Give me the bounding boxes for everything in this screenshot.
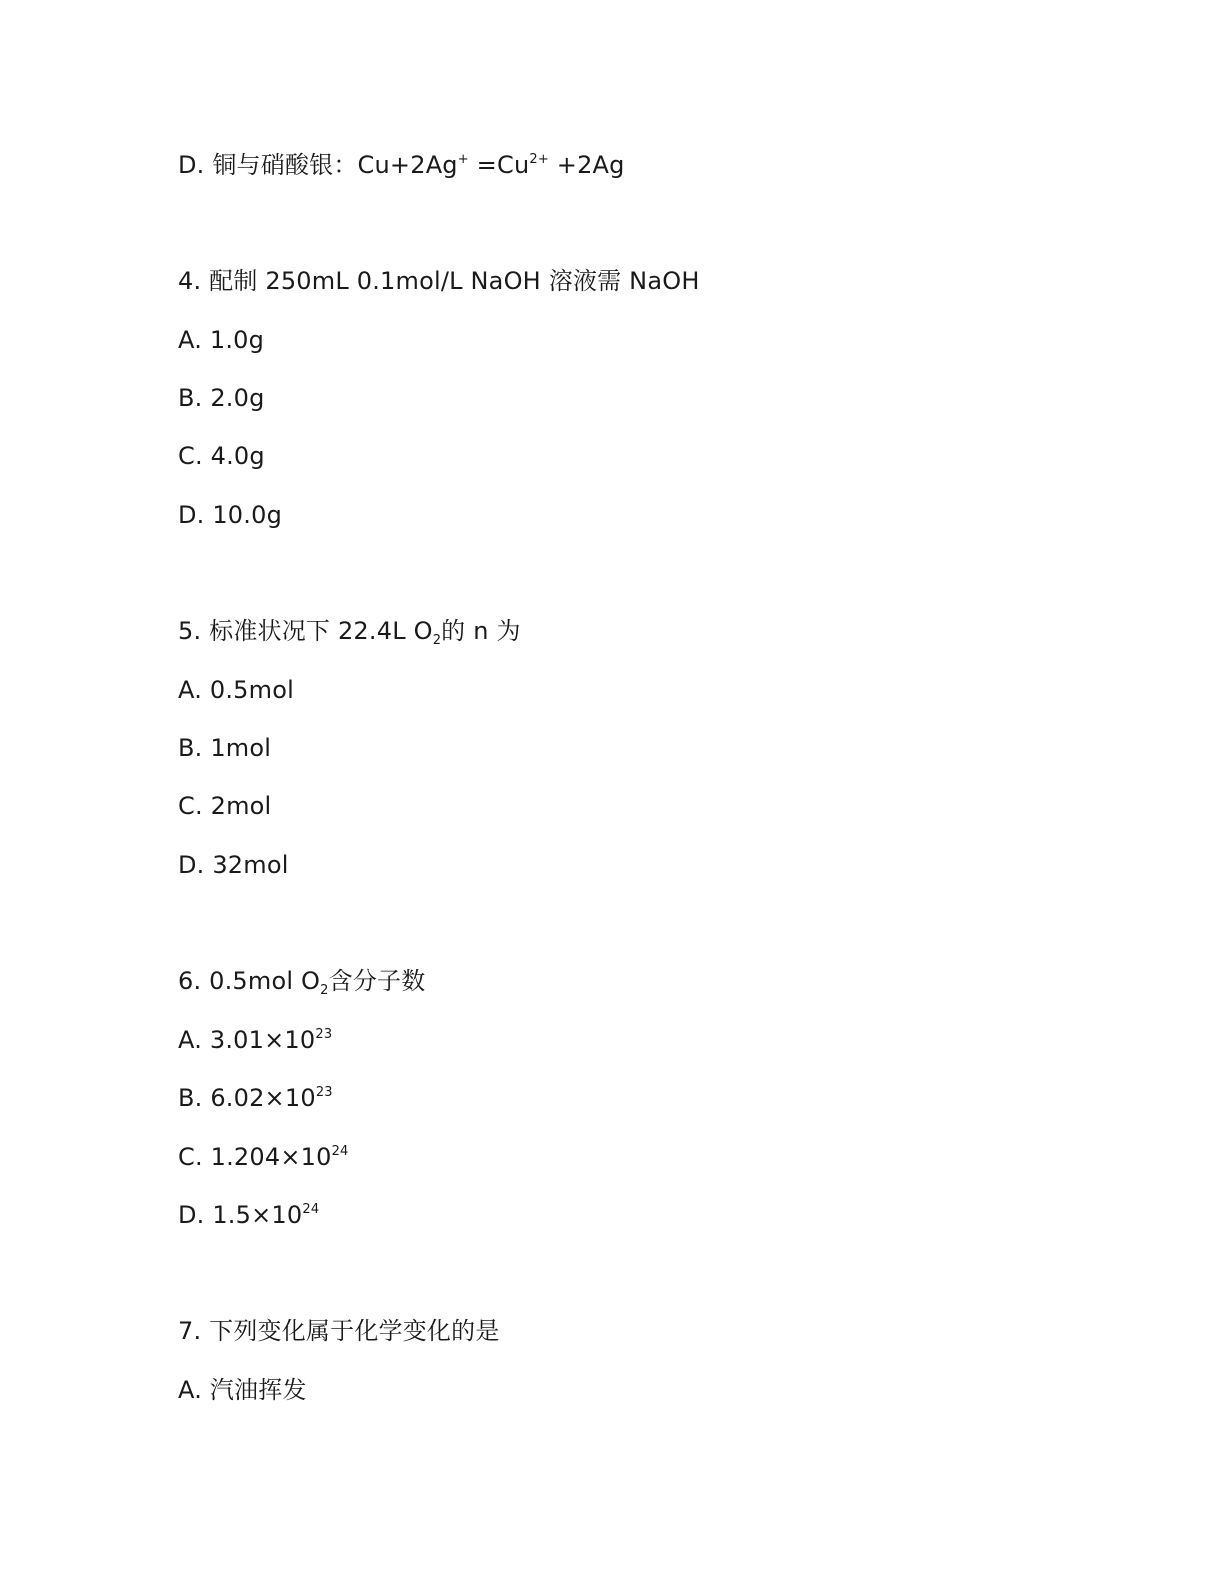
q3-equation-sup-a: + <box>457 152 469 167</box>
q5-option-a: A. 0.5mol <box>178 676 294 704</box>
q3-option-d-label: D. 铜与硝酸银： <box>178 151 358 179</box>
q5-stem-part-a: 5. 标准状况下 22.4L O <box>178 617 433 645</box>
q3-equation-part-a: Cu+2Ag <box>357 151 458 179</box>
q5-option-d: D. 32mol <box>178 851 289 879</box>
q5-stem <box>178 616 521 646</box>
q6-option-b-base: B. 6.02×10 <box>178 1084 316 1112</box>
q5-option-c: C. 2mol <box>178 792 272 820</box>
q3-equation-part-c: +2Ag <box>548 151 625 179</box>
q7-option-a: A. 汽油挥发 <box>178 1376 307 1404</box>
q6-stem-part-b: 含分子数 <box>328 967 426 995</box>
q4-option-c: C. 4.0g <box>178 442 265 470</box>
q6-option-a <box>178 1025 332 1055</box>
q5-option-b: B. 1mol <box>178 734 272 762</box>
q6-option-d <box>178 1200 319 1230</box>
q4-option-b: B. 2.0g <box>178 384 265 412</box>
q6-option-b-exponent: 23 <box>315 1085 333 1100</box>
q6-option-b <box>178 1083 333 1113</box>
q6-option-d-base: D. 1.5×10 <box>178 1201 303 1229</box>
q6-stem-part-a: 6. 0.5mol O <box>178 967 321 995</box>
q5-stem-part-b: 的 n 为 <box>441 617 521 645</box>
q7-stem: 7. 下列变化属于化学变化的是 <box>178 1317 500 1345</box>
q6-option-a-exponent: 23 <box>315 1027 333 1042</box>
q6-stem-subscript: 2 <box>320 983 329 998</box>
q3-equation-sup-b: 2+ <box>529 152 549 167</box>
q3-option-d <box>178 150 625 180</box>
q4-option-a: A. 1.0g <box>178 326 265 354</box>
q6-option-c-base: C. 1.204×10 <box>178 1143 332 1171</box>
q6-option-d-exponent: 24 <box>302 1202 320 1217</box>
q4-stem: 4. 配制 250mL 0.1mol/L NaOH 溶液需 NaOH <box>178 267 700 295</box>
q6-option-a-base: A. 3.01×10 <box>178 1026 316 1054</box>
q6-option-c-exponent: 24 <box>331 1144 349 1159</box>
q6-stem <box>178 966 425 996</box>
q4-option-d: D. 10.0g <box>178 501 283 529</box>
q6-option-c <box>178 1142 349 1172</box>
q5-stem-subscript: 2 <box>432 633 442 648</box>
q3-equation-part-b: =Cu <box>468 151 530 179</box>
